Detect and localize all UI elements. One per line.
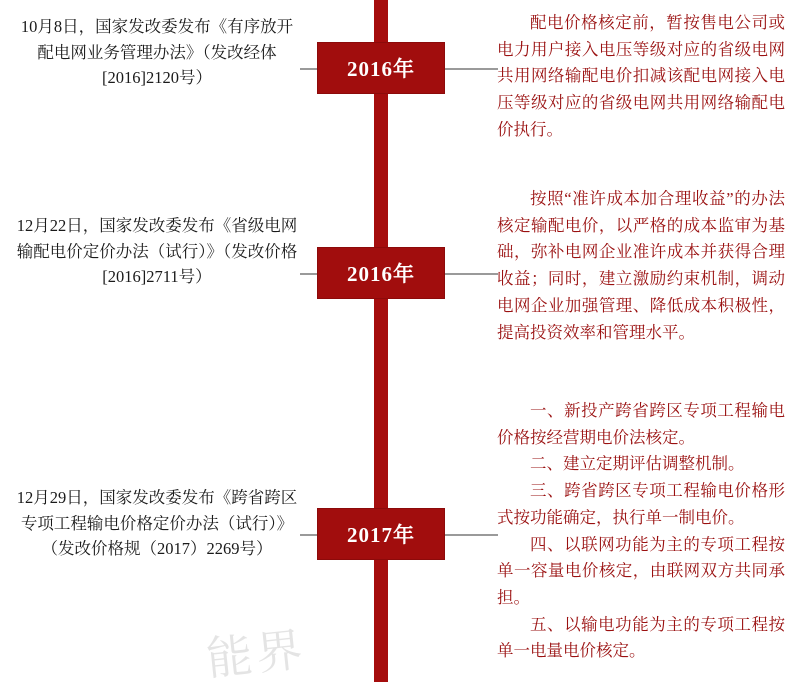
timeline-entry-3-paragraph-1: 一、新投产跨省跨区专项工程输电价格按经营期电价法核定。 bbox=[497, 401, 785, 447]
timeline-entry-3-left-text: 12月29日，国家发改委发布《跨省跨区专项工程输电价格定价办法（试行）》（发改价格规（2017）2269号） bbox=[16, 488, 298, 559]
timeline-entry-2-left-text: 12月22日，国家发改委发布《省级电网输配电价定价办法（试行）》（发改价格[2016]2711号） bbox=[16, 216, 298, 287]
timeline-entry-1-paragraph-1: 配电价格核定前，暂按售电公司或电力用户接入电压等级对应的省级电网共用网络输配电价扣减该配电网接入电压等级对应的省级电网共用网络输配电价执行。 bbox=[497, 13, 785, 139]
connector-left-1 bbox=[300, 68, 318, 70]
connector-right-3 bbox=[444, 534, 498, 536]
timeline-entry-3-paragraph-3: 三、跨省跨区专项工程输电价格形式按功能确定，执行单一制电价。 bbox=[497, 481, 785, 527]
connector-right-2 bbox=[444, 273, 498, 275]
timeline-entry-1-left-text: 10月8日，国家发改委发布《有序放开配电网业务管理办法》（发改经体[2016]2120号） bbox=[20, 17, 294, 88]
connector-left-3 bbox=[300, 534, 318, 536]
timeline-node-1: 2016年 bbox=[317, 42, 445, 94]
timeline-entry-1-right-text bbox=[497, 10, 785, 144]
watermark-text: 能界 bbox=[203, 623, 309, 686]
timeline-entry-3-paragraph-4: 四、以联网功能为主的专项工程按单一容量电价核定，由联网双方共同承担。 bbox=[497, 534, 785, 608]
timeline-entry-3-paragraph-2: 二、建立定期评估调整机制。 bbox=[530, 454, 745, 474]
timeline-entry-2-right-text bbox=[497, 186, 785, 346]
timeline-entry-2-paragraph-1: 按照“准许成本加合理收益”的办法核定输配电价，以严格的成本监审为基础，弥补电网企业准许成本并获得合理收益；同时，建立激励约束机制，调动电网企业加强管理、降低成本积极性，提高投资效率和管理水平。 bbox=[497, 189, 785, 342]
timeline-node-3: 2017年 bbox=[317, 508, 445, 560]
timeline-node-2: 2016年 bbox=[317, 247, 445, 299]
timeline-spine bbox=[374, 0, 388, 682]
connector-left-2 bbox=[300, 273, 318, 275]
connector-right-1 bbox=[444, 68, 498, 70]
timeline-entry-3-paragraph-5: 五、以输电功能为主的专项工程按单一电量电价核定。 bbox=[497, 614, 785, 661]
timeline-entry-3-right-text bbox=[497, 398, 785, 665]
